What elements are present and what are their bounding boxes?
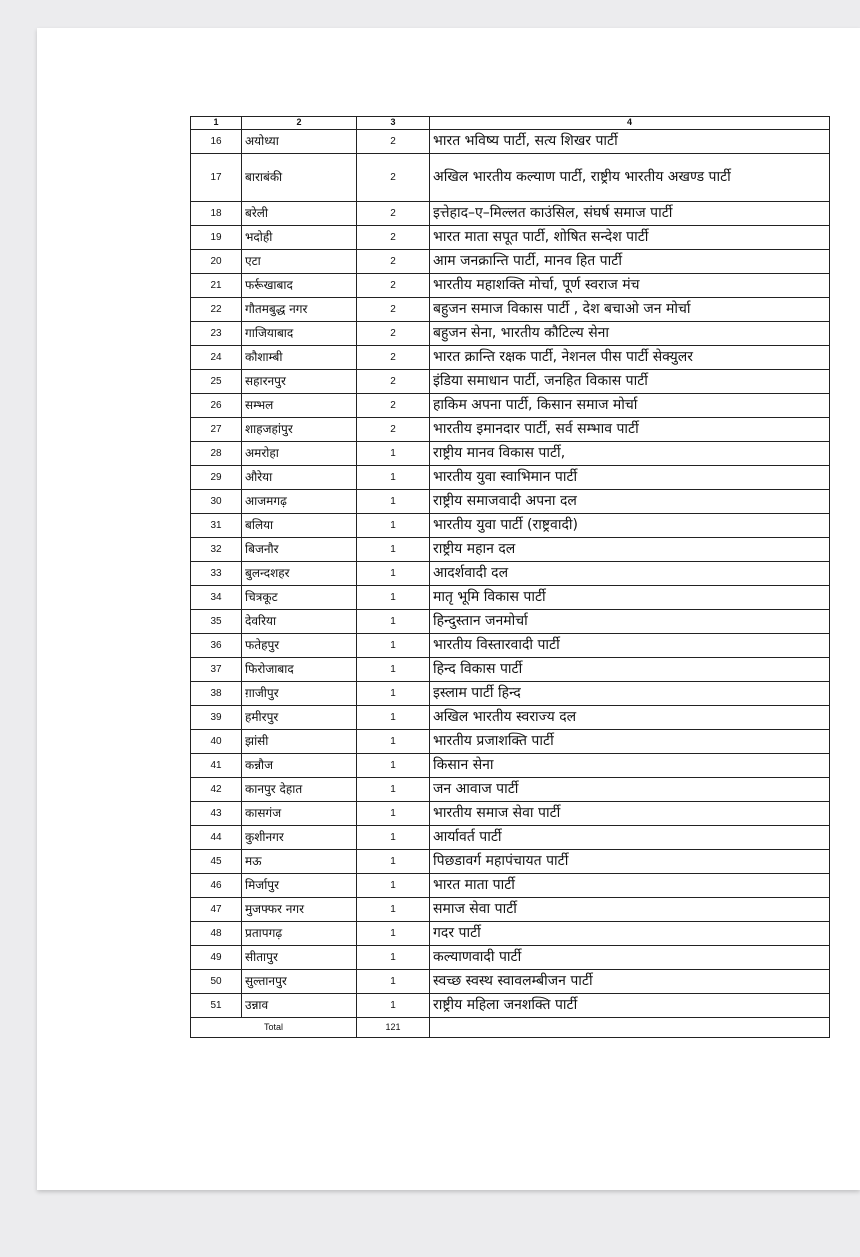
district-name-cell: कुशीनगर bbox=[242, 826, 357, 850]
table-row bbox=[191, 658, 830, 682]
party-count-cell: 1 bbox=[357, 802, 430, 826]
district-name-cell: औरेया bbox=[242, 466, 357, 490]
party-names-cell: राष्ट्रीय समाजवादी अपना दल bbox=[430, 490, 830, 514]
table-row bbox=[191, 154, 830, 202]
table-row bbox=[191, 754, 830, 778]
table-row bbox=[191, 730, 830, 754]
party-count-cell: 1 bbox=[357, 826, 430, 850]
serial-number-cell: 34 bbox=[191, 586, 242, 610]
serial-number-cell: 40 bbox=[191, 730, 242, 754]
total-empty-cell bbox=[430, 1018, 830, 1038]
party-count-cell: 2 bbox=[357, 250, 430, 274]
serial-number-cell: 29 bbox=[191, 466, 242, 490]
party-names-cell: भारतीय विस्तारवादी पार्टी bbox=[430, 634, 830, 658]
table-row bbox=[191, 586, 830, 610]
serial-number-cell: 27 bbox=[191, 418, 242, 442]
serial-number-cell: 46 bbox=[191, 874, 242, 898]
table-row bbox=[191, 202, 830, 226]
party-count-cell: 1 bbox=[357, 922, 430, 946]
table-row bbox=[191, 442, 830, 466]
district-name-cell: सीतापुर bbox=[242, 946, 357, 970]
district-name-cell: कासगंज bbox=[242, 802, 357, 826]
party-names-cell: किसान सेना bbox=[430, 754, 830, 778]
party-count-cell: 2 bbox=[357, 130, 430, 154]
serial-number-cell: 31 bbox=[191, 514, 242, 538]
party-names-cell: पिछडावर्ग महापंचायत पार्टी bbox=[430, 850, 830, 874]
party-count-cell: 1 bbox=[357, 562, 430, 586]
party-names-cell: भारत भविष्य पार्टी, सत्य शिखर पार्टी bbox=[430, 130, 830, 154]
total-row bbox=[191, 1018, 830, 1038]
district-name-cell: अमरोहा bbox=[242, 442, 357, 466]
table-row bbox=[191, 274, 830, 298]
party-names-cell: भारतीय युवा स्वाभिमान पार्टी bbox=[430, 466, 830, 490]
party-names-cell: इस्लाम पार्टी हिन्द bbox=[430, 682, 830, 706]
table-row bbox=[191, 826, 830, 850]
serial-number-cell: 43 bbox=[191, 802, 242, 826]
serial-number-cell: 21 bbox=[191, 274, 242, 298]
party-count-cell: 1 bbox=[357, 490, 430, 514]
district-name-cell: हमीरपुर bbox=[242, 706, 357, 730]
district-name-cell: सम्भल bbox=[242, 394, 357, 418]
total-label: Total bbox=[191, 1018, 357, 1038]
party-names-cell: आम जनक्रान्ति पार्टी, मानव हित पार्टी bbox=[430, 250, 830, 274]
district-name-cell: गाजियाबाद bbox=[242, 322, 357, 346]
party-names-cell: भारत माता सपूत पार्टी, शोषित सन्देश पार्टी bbox=[430, 226, 830, 250]
serial-number-cell: 38 bbox=[191, 682, 242, 706]
column-header: 2 bbox=[242, 117, 357, 130]
party-count-cell: 1 bbox=[357, 466, 430, 490]
table-row bbox=[191, 994, 830, 1018]
party-names-cell: इंडिया समाधान पार्टी, जनहित विकास पार्टी bbox=[430, 370, 830, 394]
party-count-cell: 1 bbox=[357, 682, 430, 706]
district-name-cell: बाराबंकी bbox=[242, 154, 357, 202]
column-header: 4 bbox=[430, 117, 830, 130]
district-name-cell: ग़ाजीपुर bbox=[242, 682, 357, 706]
party-count-cell: 1 bbox=[357, 730, 430, 754]
party-names-cell: समाज सेवा पार्टी bbox=[430, 898, 830, 922]
table-row bbox=[191, 874, 830, 898]
party-count-cell: 1 bbox=[357, 946, 430, 970]
party-names-cell: भारतीय इमानदार पार्टी, सर्व सम्भाव पार्टी bbox=[430, 418, 830, 442]
party-count-cell: 1 bbox=[357, 538, 430, 562]
serial-number-cell: 47 bbox=[191, 898, 242, 922]
serial-number-cell: 37 bbox=[191, 658, 242, 682]
party-names-cell: भारतीय समाज सेवा पार्टी bbox=[430, 802, 830, 826]
party-names-cell: जन आवाज पार्टी bbox=[430, 778, 830, 802]
party-count-cell: 1 bbox=[357, 706, 430, 730]
serial-number-cell: 32 bbox=[191, 538, 242, 562]
party-count-cell: 2 bbox=[357, 346, 430, 370]
document-page bbox=[37, 28, 860, 1190]
serial-number-cell: 35 bbox=[191, 610, 242, 634]
party-count-cell: 1 bbox=[357, 634, 430, 658]
party-count-cell: 2 bbox=[357, 322, 430, 346]
party-names-cell: अखिल भारतीय स्वराज्य दल bbox=[430, 706, 830, 730]
serial-number-cell: 23 bbox=[191, 322, 242, 346]
table-row bbox=[191, 130, 830, 154]
party-count-cell: 2 bbox=[357, 202, 430, 226]
party-count-cell: 1 bbox=[357, 778, 430, 802]
column-header: 1 bbox=[191, 117, 242, 130]
party-names-cell: कल्याणवादी पार्टी bbox=[430, 946, 830, 970]
district-name-cell: बुलन्दशहर bbox=[242, 562, 357, 586]
district-name-cell: झांसी bbox=[242, 730, 357, 754]
table-row bbox=[191, 610, 830, 634]
serial-number-cell: 25 bbox=[191, 370, 242, 394]
table-row bbox=[191, 970, 830, 994]
district-name-cell: फर्रूखाबाद bbox=[242, 274, 357, 298]
district-name-cell: बिजनौर bbox=[242, 538, 357, 562]
district-name-cell: उन्नाव bbox=[242, 994, 357, 1018]
table-row bbox=[191, 226, 830, 250]
table-row bbox=[191, 514, 830, 538]
table-row bbox=[191, 682, 830, 706]
table-row bbox=[191, 946, 830, 970]
district-name-cell: सुल्तानपुर bbox=[242, 970, 357, 994]
party-names-cell: भारतीय महाशक्ति मोर्चा, पूर्ण स्वराज मंच bbox=[430, 274, 830, 298]
serial-number-cell: 28 bbox=[191, 442, 242, 466]
party-names-cell: बहुजन समाज विकास पार्टी , देश बचाओ जन मोर्चा bbox=[430, 298, 830, 322]
party-names-cell: भारत क्रान्ति रक्षक पार्टी, नेशनल पीस पार्टी सेक्युलर bbox=[430, 346, 830, 370]
district-name-cell: मऊ bbox=[242, 850, 357, 874]
party-count-cell: 1 bbox=[357, 994, 430, 1018]
serial-number-cell: 18 bbox=[191, 202, 242, 226]
serial-number-cell: 26 bbox=[191, 394, 242, 418]
party-names-cell: भारत माता पार्टी bbox=[430, 874, 830, 898]
party-names-cell: गदर पार्टी bbox=[430, 922, 830, 946]
party-count-cell: 2 bbox=[357, 226, 430, 250]
party-count-cell: 2 bbox=[357, 394, 430, 418]
serial-number-cell: 20 bbox=[191, 250, 242, 274]
serial-number-cell: 19 bbox=[191, 226, 242, 250]
table-row bbox=[191, 250, 830, 274]
district-name-cell: अयोध्या bbox=[242, 130, 357, 154]
serial-number-cell: 33 bbox=[191, 562, 242, 586]
table-row bbox=[191, 346, 830, 370]
district-name-cell: गौतमबुद्ध नगर bbox=[242, 298, 357, 322]
header-row bbox=[191, 117, 830, 130]
district-name-cell: फतेहपुर bbox=[242, 634, 357, 658]
party-count-cell: 1 bbox=[357, 970, 430, 994]
party-district-table bbox=[190, 116, 830, 1038]
serial-number-cell: 50 bbox=[191, 970, 242, 994]
district-name-cell: बलिया bbox=[242, 514, 357, 538]
table-row bbox=[191, 802, 830, 826]
party-names-cell: हिन्द विकास पार्टी bbox=[430, 658, 830, 682]
party-names-cell: इत्तेहाद–ए–मिल्लत काउंसिल, संघर्ष समाज पार्टी bbox=[430, 202, 830, 226]
party-count-cell: 1 bbox=[357, 850, 430, 874]
table-row bbox=[191, 898, 830, 922]
party-count-cell: 2 bbox=[357, 418, 430, 442]
table-row bbox=[191, 538, 830, 562]
table-row bbox=[191, 466, 830, 490]
serial-number-cell: 16 bbox=[191, 130, 242, 154]
party-count-cell: 2 bbox=[357, 370, 430, 394]
party-names-cell: मातृ भूमि विकास पार्टी bbox=[430, 586, 830, 610]
district-name-cell: प्रतापगढ़ bbox=[242, 922, 357, 946]
party-count-cell: 2 bbox=[357, 298, 430, 322]
party-count-cell: 1 bbox=[357, 586, 430, 610]
column-header: 3 bbox=[357, 117, 430, 130]
total-value: 121 bbox=[357, 1018, 430, 1038]
table-row bbox=[191, 322, 830, 346]
party-count-cell: 1 bbox=[357, 442, 430, 466]
table-row bbox=[191, 922, 830, 946]
party-count-cell: 2 bbox=[357, 154, 430, 202]
table-row bbox=[191, 394, 830, 418]
serial-number-cell: 36 bbox=[191, 634, 242, 658]
district-name-cell: देवरिया bbox=[242, 610, 357, 634]
party-count-cell: 2 bbox=[357, 274, 430, 298]
party-count-cell: 1 bbox=[357, 610, 430, 634]
serial-number-cell: 42 bbox=[191, 778, 242, 802]
party-count-cell: 1 bbox=[357, 514, 430, 538]
table-row bbox=[191, 562, 830, 586]
party-names-cell: आदर्शवादी दल bbox=[430, 562, 830, 586]
party-count-cell: 1 bbox=[357, 874, 430, 898]
serial-number-cell: 39 bbox=[191, 706, 242, 730]
party-count-cell: 1 bbox=[357, 754, 430, 778]
district-name-cell: मिर्जापुर bbox=[242, 874, 357, 898]
district-name-cell: मुजफ्फर नगर bbox=[242, 898, 357, 922]
serial-number-cell: 44 bbox=[191, 826, 242, 850]
party-names-cell: भारतीय प्रजाशक्ति पार्टी bbox=[430, 730, 830, 754]
party-names-cell: स्वच्छ स्वस्थ स्वावलम्बीजन पार्टी bbox=[430, 970, 830, 994]
table-row bbox=[191, 370, 830, 394]
serial-number-cell: 51 bbox=[191, 994, 242, 1018]
party-names-cell: भारतीय युवा पार्टी (राष्ट्रवादी) bbox=[430, 514, 830, 538]
serial-number-cell: 48 bbox=[191, 922, 242, 946]
serial-number-cell: 45 bbox=[191, 850, 242, 874]
district-name-cell: कन्नौज bbox=[242, 754, 357, 778]
party-names-cell: राष्ट्रीय महान दल bbox=[430, 538, 830, 562]
table-row bbox=[191, 706, 830, 730]
district-name-cell: सहारनपुर bbox=[242, 370, 357, 394]
district-name-cell: फिरोजाबाद bbox=[242, 658, 357, 682]
district-name-cell: बरेली bbox=[242, 202, 357, 226]
party-names-cell: बहुजन सेना, भारतीय कौटिल्य सेना bbox=[430, 322, 830, 346]
district-name-cell: आजमगढ़ bbox=[242, 490, 357, 514]
serial-number-cell: 49 bbox=[191, 946, 242, 970]
party-count-cell: 1 bbox=[357, 898, 430, 922]
district-name-cell: भदोही bbox=[242, 226, 357, 250]
serial-number-cell: 41 bbox=[191, 754, 242, 778]
serial-number-cell: 24 bbox=[191, 346, 242, 370]
district-name-cell: चित्रकूट bbox=[242, 586, 357, 610]
district-name-cell: कौशाम्बी bbox=[242, 346, 357, 370]
table-row bbox=[191, 634, 830, 658]
table-row bbox=[191, 490, 830, 514]
serial-number-cell: 22 bbox=[191, 298, 242, 322]
district-name-cell: कानपुर देहात bbox=[242, 778, 357, 802]
party-names-cell: अखिल भारतीय कल्याण पार्टी, राष्ट्रीय भारतीय अखण्ड पार्टी bbox=[430, 154, 830, 202]
serial-number-cell: 30 bbox=[191, 490, 242, 514]
district-name-cell: एटा bbox=[242, 250, 357, 274]
party-names-cell: आर्यावर्त पार्टी bbox=[430, 826, 830, 850]
table-row bbox=[191, 850, 830, 874]
party-names-cell: हिन्दुस्तान जनमोर्चा bbox=[430, 610, 830, 634]
table-row bbox=[191, 778, 830, 802]
serial-number-cell: 17 bbox=[191, 154, 242, 202]
district-name-cell: शाहजहांपुर bbox=[242, 418, 357, 442]
party-names-cell: राष्ट्रीय महिला जनशक्ति पार्टी bbox=[430, 994, 830, 1018]
table-row bbox=[191, 298, 830, 322]
party-count-cell: 1 bbox=[357, 658, 430, 682]
table-row bbox=[191, 418, 830, 442]
party-names-cell: राष्ट्रीय मानव विकास पार्टी, bbox=[430, 442, 830, 466]
party-names-cell: हाकिम अपना पार्टी, किसान समाज मोर्चा bbox=[430, 394, 830, 418]
